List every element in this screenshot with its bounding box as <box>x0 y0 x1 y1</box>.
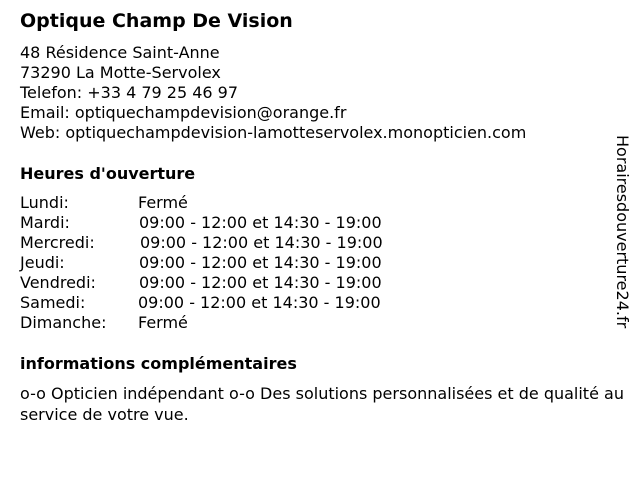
business-name: Optique Champ De Vision <box>20 10 293 32</box>
info-heading: informations complémentaires <box>20 354 297 373</box>
day-hours: Fermé <box>138 313 188 332</box>
email-line: Email: optiquechampdevision@orange.fr <box>20 103 347 122</box>
watermark-text: Horairesdouverture24.fr <box>613 135 632 329</box>
day-label: Dimanche: <box>20 313 107 332</box>
phone-line: Telefon: +33 4 79 25 46 97 <box>20 83 239 102</box>
day-hours: 09:00 - 12:00 et 14:30 - 19:00 <box>138 293 381 312</box>
day-label: Mercredi: <box>20 233 95 252</box>
address-line-2: 73290 La Motte-Servolex <box>20 63 221 82</box>
day-hours: Fermé <box>138 193 188 212</box>
info-text: o-o Opticien indépendant o-o Des solutions personnalisées et de qualité au service de votre vue. <box>20 384 624 424</box>
day-label: Samedi: <box>20 293 86 312</box>
contact-block <box>20 43 526 143</box>
day-label: Jeudi: <box>20 253 65 272</box>
day-label: Lundi: <box>20 193 69 212</box>
day-hours: 09:00 - 12:00 et 14:30 - 19:00 <box>139 253 382 272</box>
day-hours: 09:00 - 12:00 et 14:30 - 19:00 <box>139 213 382 232</box>
day-hours: 09:00 - 12:00 et 14:30 - 19:00 <box>140 233 383 252</box>
address-line-1: 48 Résidence Saint-Anne <box>20 43 220 62</box>
day-label: Mardi: <box>20 213 70 232</box>
web-line: Web: optiquechampdevision-lamotteservolex.monopticien.com <box>20 123 527 142</box>
day-hours: 09:00 - 12:00 et 14:30 - 19:00 <box>139 273 382 292</box>
watermark <box>612 135 632 370</box>
hours-heading: Heures d'ouverture <box>20 164 196 183</box>
day-label: Vendredi: <box>20 273 96 292</box>
